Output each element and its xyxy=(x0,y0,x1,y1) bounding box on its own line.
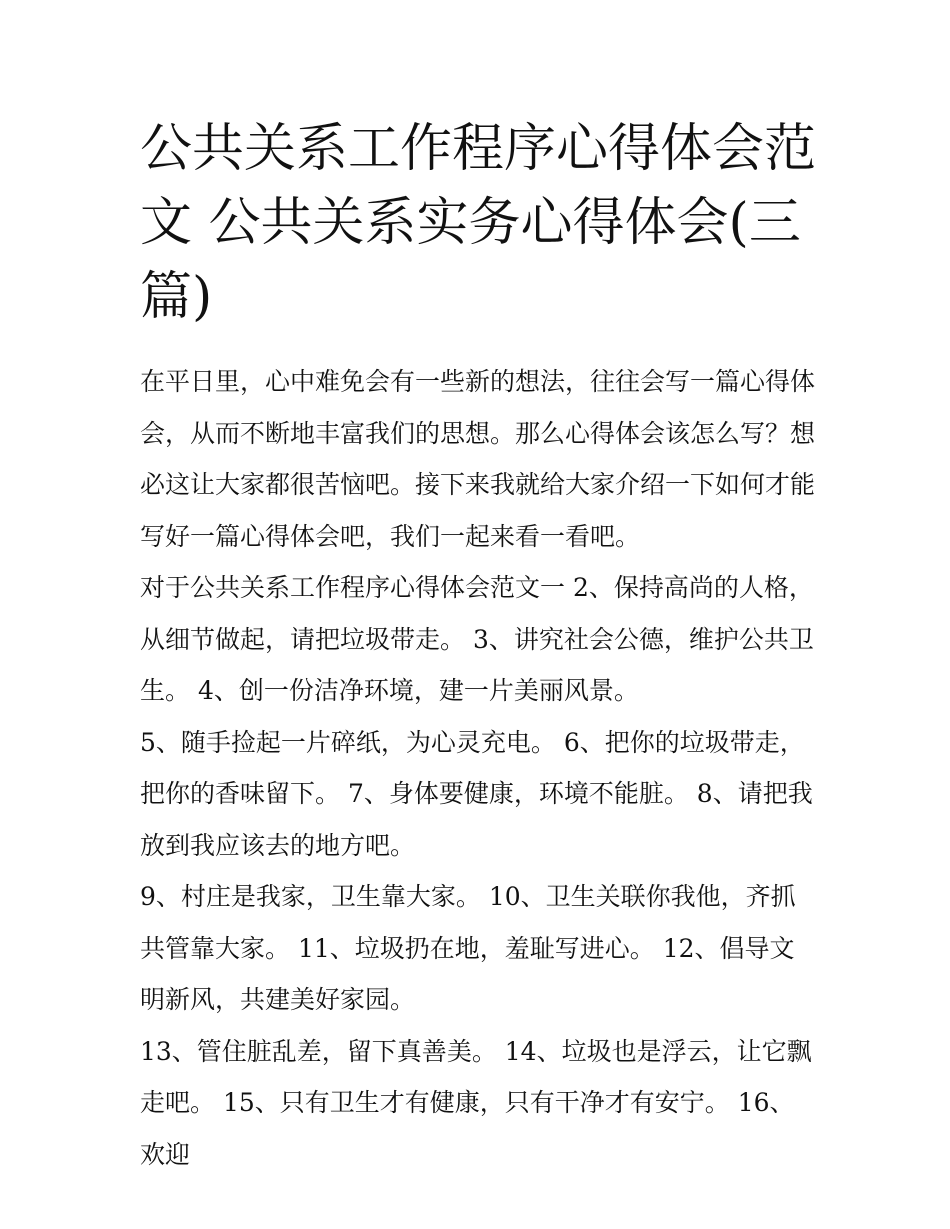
paragraph-slogans-5-8: 5、随手捡起一片碎纸，为心灵充电。 6、把你的垃圾带走，把你的香味留下。 7、身体要健康，环境不能脏。 8、请把我放到我应该去的地方吧。 xyxy=(140,727,813,860)
document-body xyxy=(140,356,816,1180)
paragraph-slogans-13-16: 13、管住脏乱差，留下真善美。 14、垃圾也是浮云，让它飘走吧。 15、只有卫生才有健康，只有干净才有安宁。 16、欢迎 xyxy=(140,1036,812,1169)
document-title: 公共关系工作程序心得体会范文 公共关系实务心得体会(三篇) xyxy=(140,119,817,327)
paragraph-slogans-9-12: 9、村庄是我家，卫生靠大家。 10、卫生关联你我他，齐抓共管靠大家。 11、垃圾扔在地，羞耻写进心。 12、倡导文明新风，共建美好家园。 xyxy=(140,882,796,1014)
paragraph-slogans-2-4: 对于公共关系工作程序心得体会范文一 2、保持高尚的人格，从细节做起，请把垃圾带走。 3、讲究社会公德，维护公共卫生。 4、创一份洁净环境，建一片美丽风景。 xyxy=(140,573,814,705)
paragraph-intro: 在平日里，心中难免会有一些新的想法，往往会写一篇心得体会，从而不断地丰富我们的思想。那么心得体会该怎么写？想必这让大家都很苦恼吧。接下来我就给大家介绍一下如何才能写好一篇心得体会吧，我们一起来看一看吧。 xyxy=(140,367,816,551)
